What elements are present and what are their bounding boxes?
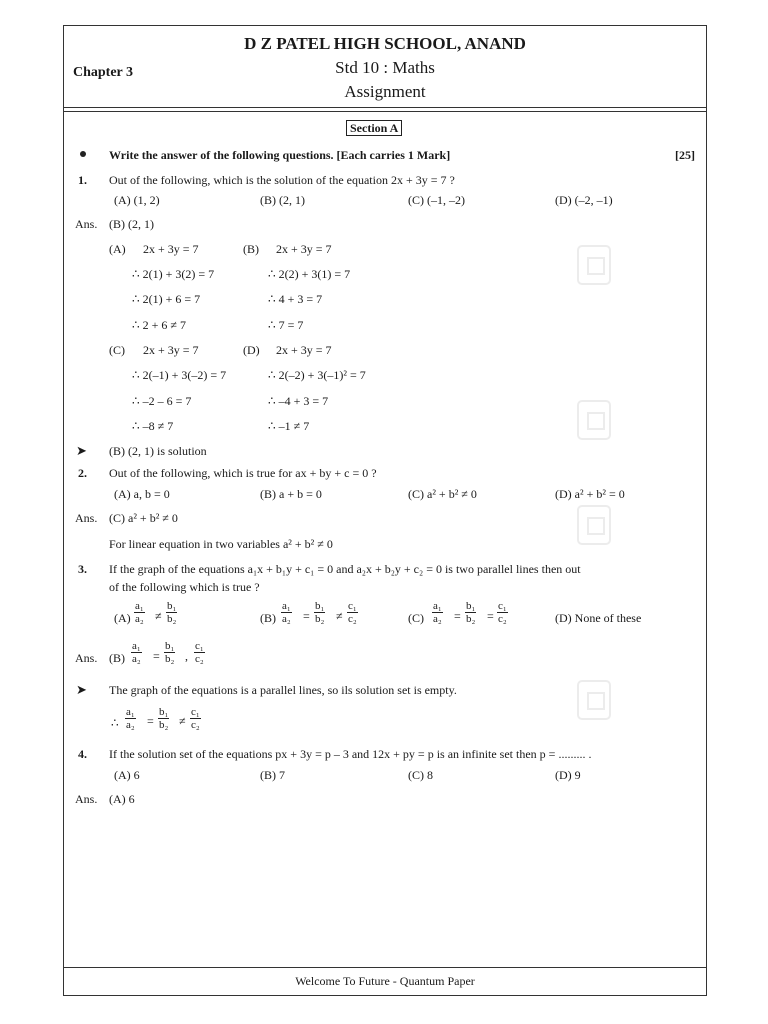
neq-sign: ≠ bbox=[336, 609, 343, 623]
answer-text: (A) 6 bbox=[109, 792, 135, 806]
fraction: $\frac{\text{c₁}}{\text{c₂}}$ bbox=[348, 600, 357, 625]
work-step: ∴ 4 + 3 = 7 bbox=[268, 292, 323, 306]
option-c: (C) 8 bbox=[408, 768, 433, 782]
question-text: Out of the following, which is true for ax + by + c = 0 ? bbox=[109, 466, 377, 480]
work-step: ∴ 7 = 7 bbox=[268, 318, 304, 332]
option-b: (B) a + b = 0 bbox=[260, 487, 322, 501]
chapter-label: Chapter 3 bbox=[73, 65, 134, 80]
work-equation: 2x + 3y = 7 bbox=[143, 343, 199, 357]
question-text: Out of the following, which is the solution of the equation 2x + 3y = 7 ? bbox=[109, 173, 455, 187]
fraction: $\frac{\text{a₁}}{\text{a₂}}$ bbox=[132, 640, 141, 665]
work-step: ∴ 2 + 6 ≠ 7 bbox=[132, 318, 186, 332]
option-a: (A) bbox=[114, 611, 131, 625]
work-step: ∴ 2(1) + 3(2) = 7 bbox=[132, 267, 215, 281]
neq-sign: ≠ bbox=[179, 714, 186, 728]
work-step: ∴ –2 – 6 = 7 bbox=[132, 394, 192, 408]
option-b: (B) bbox=[260, 611, 276, 625]
answer-label: Ans. bbox=[75, 217, 98, 231]
standard-title: Std 10 : Maths bbox=[335, 58, 435, 77]
fraction: $\frac{\text{b₁}}{\text{b₂}}$ bbox=[167, 600, 177, 625]
work-label: (D) bbox=[243, 343, 260, 357]
bullet-icon bbox=[80, 151, 86, 157]
option-d: (D) a² + b² = 0 bbox=[555, 487, 625, 501]
fraction: $\frac{\text{c₁}}{\text{c₂}}$ bbox=[498, 600, 507, 625]
option-a: (A) a, b = 0 bbox=[114, 487, 170, 501]
note-text: For linear equation in two variables a² + b² ≠ 0 bbox=[109, 537, 333, 551]
question-text: of the following which is true ? bbox=[109, 580, 260, 594]
arrow-bullet-icon: ➤ bbox=[76, 443, 87, 458]
school-name: D Z PATEL HIGH SCHOOL, ANAND bbox=[244, 34, 526, 53]
option-d: (D) (–2, –1) bbox=[555, 193, 613, 207]
watermark-logo-icon bbox=[577, 680, 611, 720]
assignment-title: Assignment bbox=[344, 82, 426, 101]
option-c: (C) bbox=[408, 611, 424, 625]
instruction-text: Write the answer of the following questions. [Each carries 1 Mark] bbox=[109, 148, 451, 162]
fraction: $\frac{\text{c₁}}{\text{c₂}}$ bbox=[195, 640, 204, 665]
option-c: (C) (–1, –2) bbox=[408, 193, 465, 207]
watermark-logo-icon bbox=[577, 400, 611, 440]
arrow-bullet-icon: ➤ bbox=[76, 682, 87, 697]
watermark-logo-icon bbox=[577, 245, 611, 285]
question-text: If the graph of the equations a₁x + b₁y + c₁ = 0 and a₂x + b₂y + c₂ = 0 is two parallel lines then out bbox=[109, 562, 581, 576]
answer-label: Ans. bbox=[75, 511, 98, 525]
question-number: 2. bbox=[78, 466, 87, 480]
question-text: If the solution set of the equations px + 3y = p – 3 and 12x + py = p is an infinite set then p = ......... . bbox=[109, 747, 592, 761]
question-number: 1. bbox=[78, 173, 87, 187]
work-step: ∴ 2(–1) + 3(–2) = 7 bbox=[132, 368, 227, 382]
watermark-logo-icon bbox=[577, 505, 611, 545]
fraction: $\frac{\text{a₁}}{\text{a₂}}$ bbox=[433, 600, 442, 625]
fraction: $\frac{\text{b₁}}{\text{b₂}}$ bbox=[165, 640, 175, 665]
footer: Welcome To Future - Quantum Paper bbox=[64, 967, 706, 995]
conclusion-text: The graph of the equations is a parallel lines, so ils solution set is empty. bbox=[109, 683, 457, 697]
answer-text: (C) a² + b² ≠ 0 bbox=[109, 511, 178, 525]
fraction: $\frac{\text{b₁}}{\text{b₂}}$ bbox=[466, 600, 476, 625]
document-header bbox=[64, 26, 706, 112]
work-step: ∴ –4 + 3 = 7 bbox=[268, 394, 329, 408]
option-d: (D) 9 bbox=[555, 768, 581, 782]
section-heading: Section A bbox=[346, 120, 402, 136]
work-equation: 2x + 3y = 7 bbox=[276, 242, 332, 256]
therefore-sign: ∴ bbox=[111, 716, 119, 730]
option-d: (D) None of these bbox=[555, 611, 642, 625]
work-label: (A) bbox=[109, 242, 126, 256]
option-a: (A) 6 bbox=[114, 768, 140, 782]
work-step: ∴ –8 ≠ 7 bbox=[132, 419, 174, 433]
work-step: ∴ –1 ≠ 7 bbox=[268, 419, 310, 433]
fraction: $\frac{\text{a₁}}{\text{a₂}}$ bbox=[282, 600, 291, 625]
fraction: $\frac{\text{a₁}}{\text{a₂}}$ bbox=[126, 706, 135, 731]
eq-sign: = bbox=[454, 609, 461, 623]
question-number: 3. bbox=[78, 562, 87, 576]
fraction: $\frac{\text{b₁}}{\text{b₂}}$ bbox=[315, 600, 325, 625]
work-step: ∴ 2(1) + 6 = 7 bbox=[132, 292, 201, 306]
fraction: $\frac{\text{b₁}}{\text{b₂}}$ bbox=[159, 706, 169, 731]
option-b: (B) (2, 1) bbox=[260, 193, 305, 207]
work-step: ∴ 2(2) + 3(1) = 7 bbox=[268, 267, 351, 281]
option-c: (C) a² + b² ≠ 0 bbox=[408, 487, 477, 501]
neq-sign: ≠ bbox=[155, 609, 162, 623]
fraction: $\frac{\text{c₁}}{\text{c₂}}$ bbox=[191, 706, 200, 731]
conclusion-text: (B) (2, 1) is solution bbox=[109, 444, 207, 458]
comma: , bbox=[185, 649, 188, 663]
marks-badge: [25] bbox=[675, 148, 695, 162]
work-label: (B) bbox=[243, 242, 259, 256]
eq-sign: = bbox=[153, 649, 160, 663]
question-number: 4. bbox=[78, 747, 87, 761]
eq-sign: = bbox=[303, 609, 310, 623]
option-a: (A) (1, 2) bbox=[114, 193, 160, 207]
answer-option: (B) bbox=[109, 651, 125, 665]
work-step: ∴ 2(–2) + 3(–1)² = 7 bbox=[268, 368, 366, 382]
answer-label: Ans. bbox=[75, 651, 98, 665]
fraction: $\frac{\text{a₁}}{\text{a₂}}$ bbox=[135, 600, 144, 625]
work-label: (C) bbox=[109, 343, 125, 357]
answer-text: (B) (2, 1) bbox=[109, 217, 154, 231]
eq-sign: = bbox=[147, 714, 154, 728]
work-equation: 2x + 3y = 7 bbox=[276, 343, 332, 357]
work-equation: 2x + 3y = 7 bbox=[143, 242, 199, 256]
option-b: (B) 7 bbox=[260, 768, 285, 782]
answer-label: Ans. bbox=[75, 792, 98, 806]
eq-sign: = bbox=[487, 609, 494, 623]
